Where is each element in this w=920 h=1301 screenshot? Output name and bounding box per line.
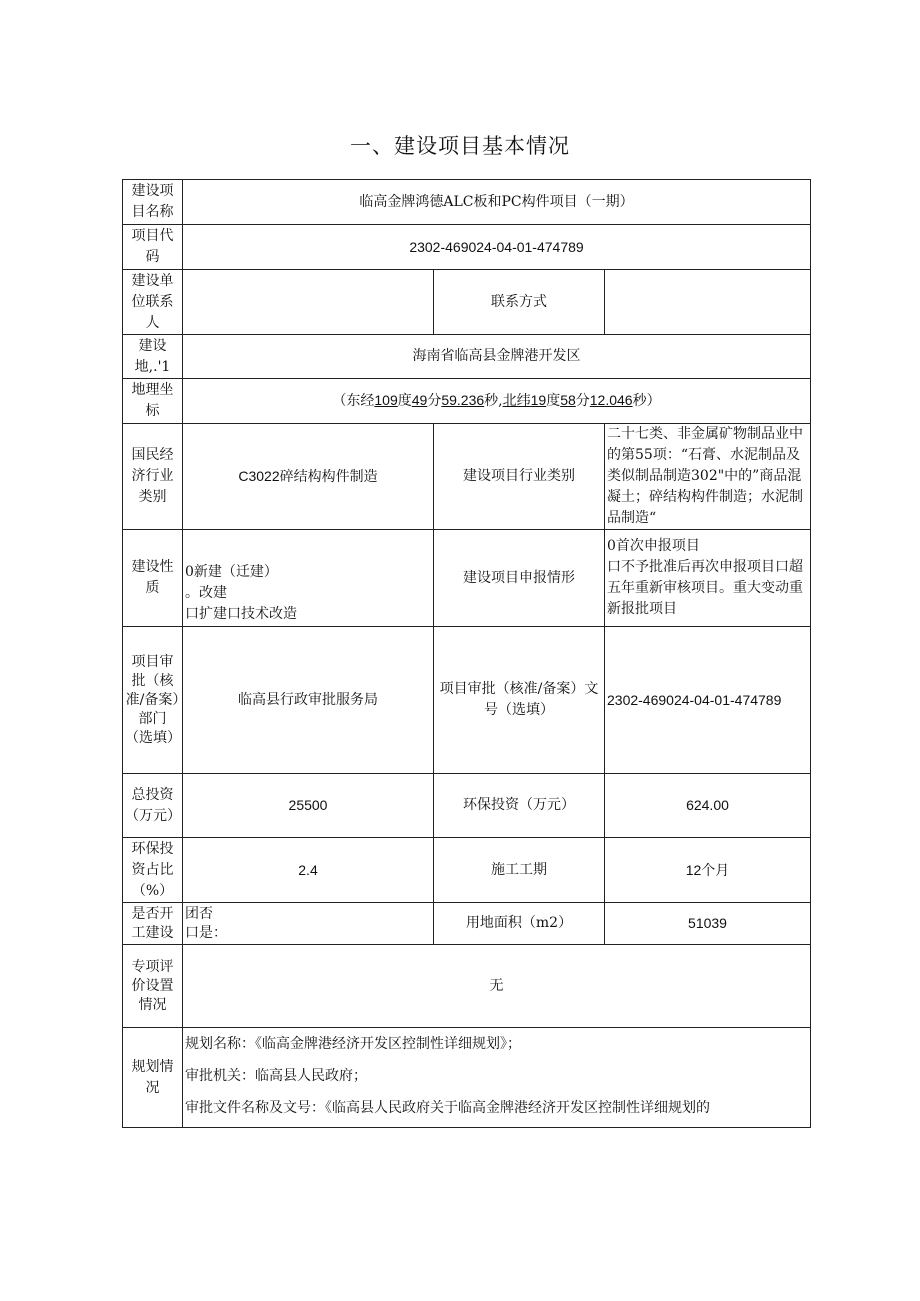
option-rebuild[interactable]: 。改建 [185,585,227,601]
row-investment [123,774,811,838]
option-first-report[interactable]: 0首次申报项目 [607,538,700,554]
value-total-investment: 25500 [183,774,434,838]
label-approval-doc: 项目审批（核准/备案）文号（选填） [434,627,605,774]
lat-deg-unit: 度 [546,393,561,409]
value-special-assessment: 无 [183,945,811,1028]
value-industry: C3022碎结构构件制造 [183,424,434,530]
report-options [605,530,811,627]
label-land-area: 用地面积（m2） [434,903,605,945]
lat-min-unit: 分 [575,393,590,409]
planning-line-name: 规划名称：《临高金牌港经济开发区控制性详细规划》； [185,1036,521,1052]
label-coords: 地理坐标 [123,379,183,424]
row-env-ratio [123,838,811,903]
project-info-table [122,179,811,1128]
lat-prefix: 北纬 [502,393,531,409]
option-re-report[interactable]: 口不予批准后再次申报项目口超五年重新审核项目。重大变动重新报批项目 [607,559,803,617]
row-approval [123,627,811,774]
row-special-assessment [123,945,811,1028]
lon-min-unit: 分 [427,393,442,409]
label-total-investment: 总投资（万元） [123,774,183,838]
label-contact: 建设单位联系人 [123,270,183,335]
label-contact-method: 联系方式 [434,270,605,335]
row-planning [123,1028,811,1128]
lon-min: 49 [411,392,428,408]
row-location [123,335,811,379]
planning-line-authority: 审批机关：临高县人民政府； [185,1068,367,1084]
lat-deg: 19 [530,392,547,408]
row-started [123,903,811,945]
row-coords [123,379,811,424]
value-approval-doc: 2302-469024-04-01-474789 [605,627,811,774]
value-land-area: 51039 [605,903,811,945]
option-not-started[interactable]: 团否 [185,905,213,922]
row-industry [123,424,811,530]
lat-sec: 12.046 [589,392,633,408]
row-nature [123,530,811,627]
row-project-code [123,225,811,270]
value-project-code: 2302-469024-04-01-474789 [183,225,811,270]
label-project-code: 项目代码 [123,225,183,270]
label-planning: 规划情况 [123,1028,183,1128]
value-approval-dept: 临高县行政审批服务局 [183,627,434,774]
lon-sec-unit: 秒, [484,393,503,409]
label-construction-period: 施工工期 [434,838,605,903]
label-industry-category: 建设项目行业类别 [434,424,605,530]
value-contact-method [605,270,811,335]
lon-deg-unit: 度 [397,393,412,409]
lon-deg: 109 [374,392,398,408]
row-project-name [123,180,811,225]
lat-sec-end: 秒） [632,393,661,409]
lon-sec: 59.236 [441,392,485,408]
label-env-investment: 环保投资（万元） [434,774,605,838]
row-contact [123,270,811,335]
label-location: 建设地,.'1 [123,335,183,379]
option-new[interactable]: 0新建（迁建） [185,564,278,580]
option-started[interactable]: 口是： [185,924,227,941]
value-industry-category: 二十七类、非金属矿物制品业中的第55项：“石膏、水泥制品及类似制品制造302"中的”商品混凝土；碎结构构件制造；水泥制品制造“ [605,424,811,530]
label-special-assessment: 专项评价设置情况 [123,945,183,1028]
label-started: 是否开工建设 [123,903,183,945]
value-env-investment: 624.00 [605,774,811,838]
planning-line-document: 审批文件名称及文号：《临高县人民政府关于临高金牌港经济开发区控制性详细规划的 [185,1100,710,1116]
label-industry: 国民经济行业类别 [123,424,183,530]
label-report-type: 建设项目申报情形 [434,530,605,627]
coords-prefix: （东经 [332,393,375,409]
label-nature: 建设性质 [123,530,183,627]
value-planning [183,1028,811,1128]
label-project-name: 建设项目名称 [123,180,183,225]
lat-min: 58 [560,392,576,408]
option-expand[interactable]: 口扩建口技术改造 [185,606,297,622]
value-contact [183,270,434,335]
value-env-ratio: 2.4 [183,838,434,903]
page-title: 一、建设项目基本情况 [350,134,570,158]
value-project-name: 临高金牌鸿德ALC板和PC构件项目（一期） [183,180,811,225]
label-env-ratio: 环保投资占比（%） [123,838,183,903]
value-construction-period: 12个月 [605,838,811,903]
label-approval-dept: 项目审批（核准/备案）部门（选填） [123,627,183,774]
value-coords [183,379,811,424]
nature-options [183,530,434,627]
value-location: 海南省临高县金牌港开发区 [183,335,811,379]
started-options [183,903,434,945]
